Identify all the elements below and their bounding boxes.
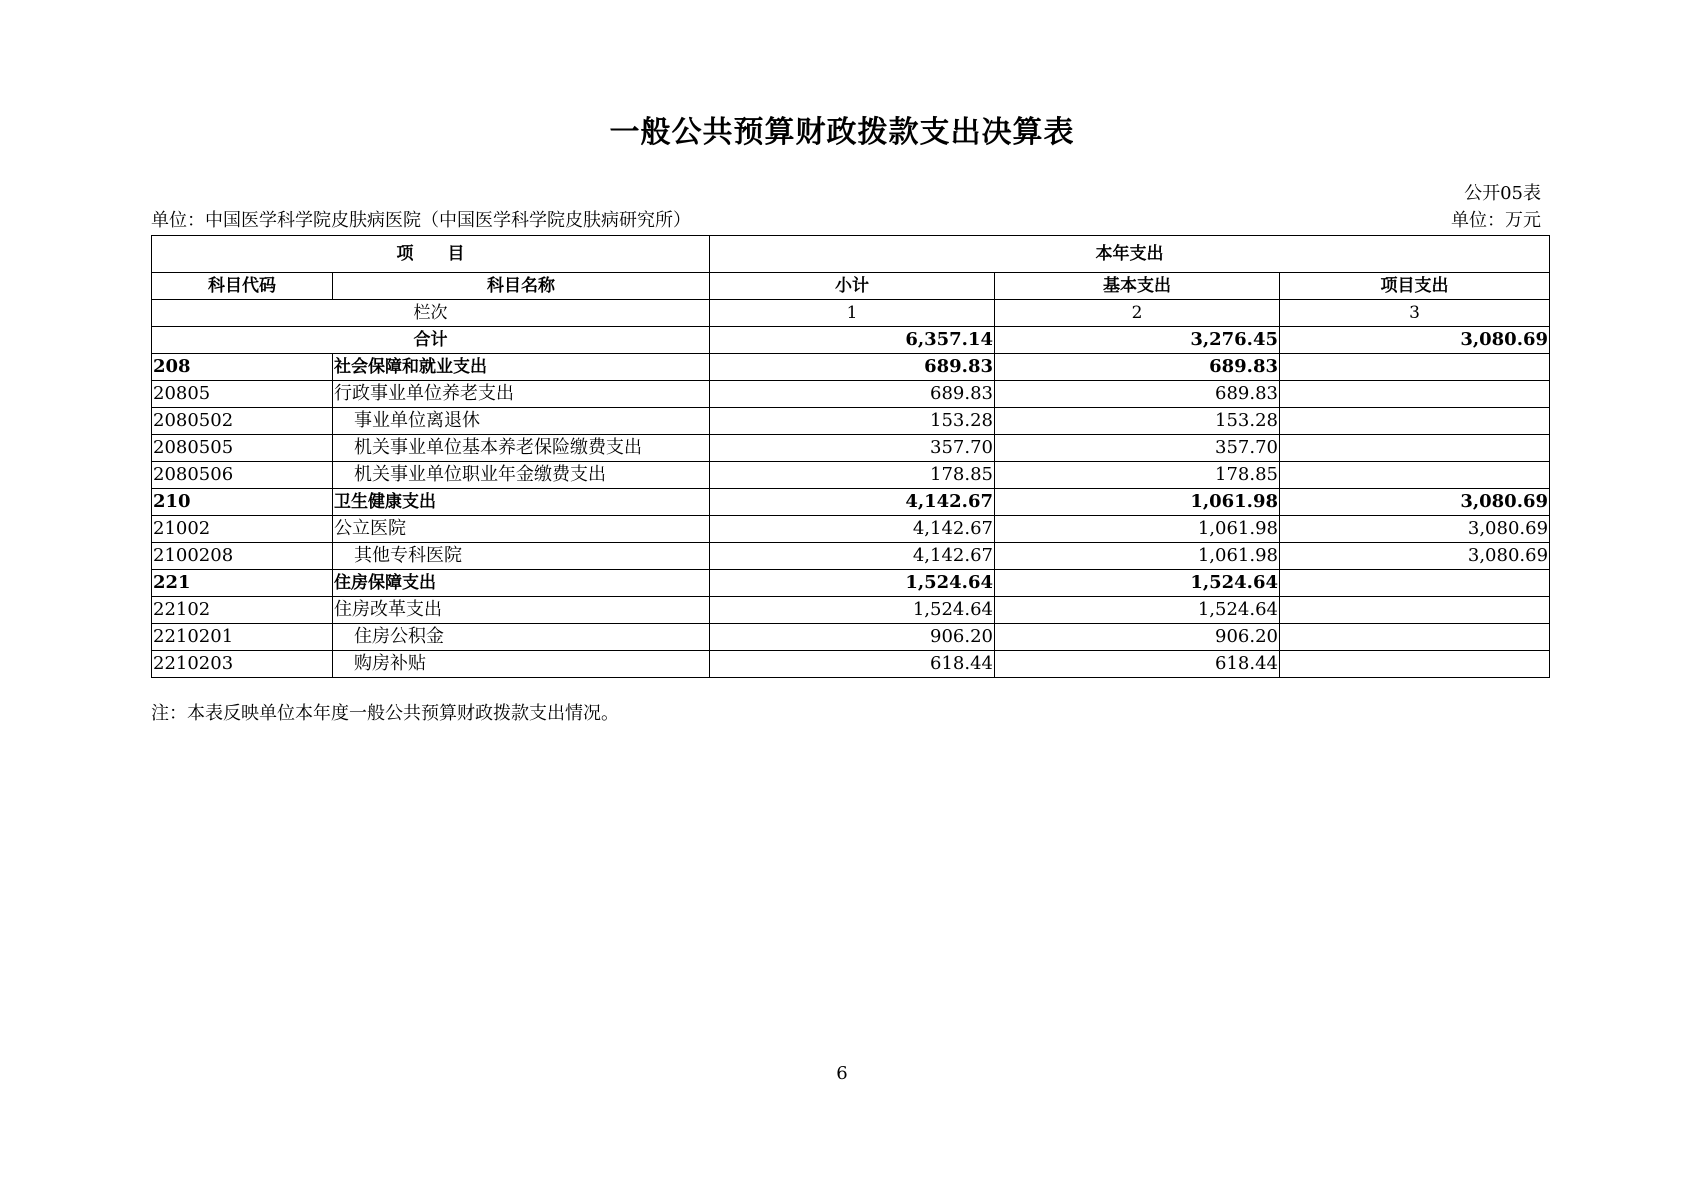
row-subtotal: 1,524.64 bbox=[710, 597, 995, 624]
row-project: 3,080.69 bbox=[1280, 489, 1550, 516]
row-name: 住房改革支出 bbox=[333, 597, 710, 624]
row-basic: 1,061.98 bbox=[995, 489, 1280, 516]
row-project bbox=[1280, 435, 1550, 462]
budget-table bbox=[151, 235, 1550, 678]
row-name: 社会保障和就业支出 bbox=[333, 354, 710, 381]
row-code: 2080502 bbox=[152, 408, 333, 435]
table-row bbox=[152, 624, 1550, 651]
column-number-1: 1 bbox=[710, 300, 995, 327]
table-row bbox=[152, 408, 1550, 435]
column-number-3: 3 bbox=[1280, 300, 1550, 327]
total-subtotal: 6,357.14 bbox=[710, 327, 995, 354]
unit-organization: 单位：中国医学科学院皮肤病医院（中国医学科学院皮肤病研究所） bbox=[151, 210, 691, 231]
row-project: 3,080.69 bbox=[1280, 543, 1550, 570]
row-project bbox=[1280, 381, 1550, 408]
row-code: 22102 bbox=[152, 597, 333, 624]
header-project: 项目支出 bbox=[1280, 273, 1550, 300]
header-item: 项 目 bbox=[152, 236, 710, 273]
row-name: 住房公积金 bbox=[333, 624, 710, 651]
table-row bbox=[152, 462, 1550, 489]
header-code: 科目代码 bbox=[152, 273, 333, 300]
row-code: 2210203 bbox=[152, 651, 333, 678]
header-row bbox=[152, 273, 1550, 300]
table-row bbox=[152, 651, 1550, 678]
column-number-2: 2 bbox=[995, 300, 1280, 327]
table-row bbox=[152, 570, 1550, 597]
row-name: 机关事业单位职业年金缴费支出 bbox=[333, 462, 710, 489]
column-number-label: 栏次 bbox=[152, 300, 710, 327]
row-basic: 689.83 bbox=[995, 381, 1280, 408]
row-code: 2080505 bbox=[152, 435, 333, 462]
table-row bbox=[152, 543, 1550, 570]
row-subtotal: 1,524.64 bbox=[710, 570, 995, 597]
row-subtotal: 153.28 bbox=[710, 408, 995, 435]
row-basic: 1,524.64 bbox=[995, 597, 1280, 624]
header-row-top bbox=[152, 236, 1550, 273]
row-subtotal: 906.20 bbox=[710, 624, 995, 651]
row-code: 221 bbox=[152, 570, 333, 597]
page-title: 一般公共预算财政拨款支出决算表 bbox=[609, 115, 1075, 150]
row-project bbox=[1280, 354, 1550, 381]
row-basic: 906.20 bbox=[995, 624, 1280, 651]
row-code: 21002 bbox=[152, 516, 333, 543]
row-project: 3,080.69 bbox=[1280, 516, 1550, 543]
row-project bbox=[1280, 570, 1550, 597]
total-project: 3,080.69 bbox=[1280, 327, 1550, 354]
row-project bbox=[1280, 408, 1550, 435]
row-subtotal: 618.44 bbox=[710, 651, 995, 678]
row-subtotal: 357.70 bbox=[710, 435, 995, 462]
row-basic: 153.28 bbox=[995, 408, 1280, 435]
table-row bbox=[152, 489, 1550, 516]
row-project bbox=[1280, 597, 1550, 624]
row-project bbox=[1280, 624, 1550, 651]
row-name: 公立医院 bbox=[333, 516, 710, 543]
form-code: 公开05表 bbox=[1464, 183, 1541, 204]
table-row bbox=[152, 597, 1550, 624]
row-code: 20805 bbox=[152, 381, 333, 408]
row-code: 210 bbox=[152, 489, 333, 516]
row-subtotal: 689.83 bbox=[710, 381, 995, 408]
total-basic: 3,276.45 bbox=[995, 327, 1280, 354]
row-basic: 618.44 bbox=[995, 651, 1280, 678]
row-subtotal: 689.83 bbox=[710, 354, 995, 381]
row-name: 购房补贴 bbox=[333, 651, 710, 678]
row-basic: 1,061.98 bbox=[995, 516, 1280, 543]
row-basic: 1,524.64 bbox=[995, 570, 1280, 597]
table-row bbox=[152, 435, 1550, 462]
row-basic: 357.70 bbox=[995, 435, 1280, 462]
row-name: 机关事业单位基本养老保险缴费支出 bbox=[333, 435, 710, 462]
row-basic: 178.85 bbox=[995, 462, 1280, 489]
header-name: 科目名称 bbox=[333, 273, 710, 300]
row-subtotal: 4,142.67 bbox=[710, 543, 995, 570]
row-name: 卫生健康支出 bbox=[333, 489, 710, 516]
header-basic: 基本支出 bbox=[995, 273, 1280, 300]
total-label: 合计 bbox=[152, 327, 710, 354]
row-name: 行政事业单位养老支出 bbox=[333, 381, 710, 408]
row-basic: 1,061.98 bbox=[995, 543, 1280, 570]
footnote: 注：本表反映单位本年度一般公共预算财政拨款支出情况。 bbox=[151, 703, 619, 724]
unit-currency: 单位：万元 bbox=[1451, 210, 1541, 231]
table-row bbox=[152, 381, 1550, 408]
row-code: 2210201 bbox=[152, 624, 333, 651]
row-code: 2080506 bbox=[152, 462, 333, 489]
page-number: 6 bbox=[836, 1063, 848, 1084]
row-project bbox=[1280, 462, 1550, 489]
row-subtotal: 4,142.67 bbox=[710, 489, 995, 516]
column-number-row bbox=[152, 300, 1550, 327]
row-name: 住房保障支出 bbox=[333, 570, 710, 597]
row-subtotal: 178.85 bbox=[710, 462, 995, 489]
header-current-year: 本年支出 bbox=[710, 236, 1550, 273]
row-code: 208 bbox=[152, 354, 333, 381]
header-subtotal: 小计 bbox=[710, 273, 995, 300]
table-row bbox=[152, 354, 1550, 381]
row-name: 其他专科医院 bbox=[333, 543, 710, 570]
row-subtotal: 4,142.67 bbox=[710, 516, 995, 543]
total-row bbox=[152, 327, 1550, 354]
row-code: 2100208 bbox=[152, 543, 333, 570]
table-row bbox=[152, 516, 1550, 543]
row-project bbox=[1280, 651, 1550, 678]
row-basic: 689.83 bbox=[995, 354, 1280, 381]
row-name: 事业单位离退休 bbox=[333, 408, 710, 435]
